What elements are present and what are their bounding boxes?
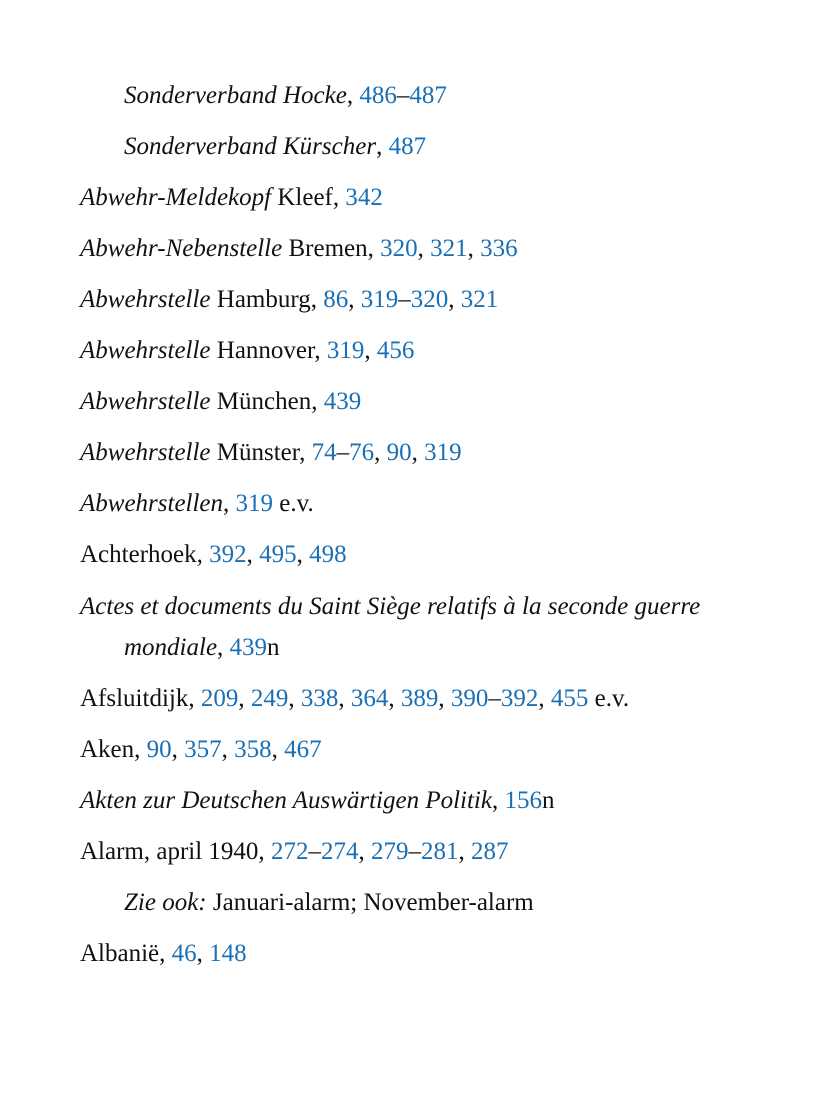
index-entry <box>80 178 780 218</box>
page-link[interactable]: 456 <box>376 337 415 364</box>
page-link[interactable]: 274 <box>320 838 359 865</box>
index-text: München, <box>210 388 324 415</box>
page-link[interactable]: 156 <box>504 787 542 814</box>
index-term: Abwehrstelle <box>80 286 211 313</box>
index-text: , <box>171 736 185 763</box>
page-link[interactable]: 439 <box>323 388 362 415</box>
page-link[interactable]: 364 <box>350 685 389 712</box>
index-text: Münster, <box>210 439 312 466</box>
page-link[interactable]: 321 <box>460 286 499 313</box>
index-text: – <box>308 838 321 865</box>
index-text: Achterhoek, <box>80 541 210 568</box>
page-link[interactable]: 467 <box>284 736 322 763</box>
index-entry <box>80 280 780 320</box>
index-text: Afsluitdijk, <box>80 685 201 712</box>
page-link[interactable]: 76 <box>349 439 375 466</box>
page-link[interactable]: 46 <box>171 940 197 967</box>
index-text: , <box>348 286 361 313</box>
page-link[interactable]: 321 <box>430 235 468 262</box>
index-entry <box>80 229 780 269</box>
page-link[interactable]: 319 <box>360 286 399 313</box>
index-term: Abwehrstelle <box>80 337 211 364</box>
page-link[interactable]: 336 <box>480 235 518 262</box>
page-link[interactable]: 342 <box>345 184 383 211</box>
index-text: Hannover, <box>210 337 327 364</box>
index-text: , <box>538 685 551 712</box>
index-text: , <box>271 736 285 763</box>
index-text: , <box>438 685 451 712</box>
index-text: , <box>364 337 377 364</box>
page-link[interactable]: 487 <box>388 133 427 160</box>
index-text: , <box>374 439 387 466</box>
index-text: , <box>221 736 235 763</box>
index-term: Abwehr-Nebenstelle <box>80 235 283 262</box>
page-link[interactable]: 392 <box>209 541 247 568</box>
index-text: , <box>296 541 310 568</box>
index-text: – <box>408 838 421 865</box>
page-link[interactable]: 209 <box>200 685 239 712</box>
page-link[interactable]: 320 <box>380 235 418 262</box>
page-link[interactable]: 358 <box>234 736 272 763</box>
index-text: Albanië, <box>80 940 172 967</box>
index-text: Bremen, <box>282 235 381 262</box>
index-text: Alarm, april 1940, <box>80 838 271 865</box>
index-term: Abwehrstellen <box>80 490 224 517</box>
index-text: e.v. <box>588 685 630 712</box>
index-text: , <box>411 439 425 466</box>
index-entry <box>80 382 780 422</box>
index-text: – <box>336 439 350 466</box>
index-term: Sonderverband Kürscher <box>124 133 377 160</box>
page-link[interactable]: 357 <box>184 736 222 763</box>
index-term: Abwehrstelle <box>80 388 211 415</box>
page-link[interactable]: 90 <box>146 736 172 763</box>
page-link[interactable]: 338 <box>300 685 339 712</box>
page-link[interactable]: 455 <box>550 685 589 712</box>
index-text: , <box>346 82 360 109</box>
index-text: , <box>288 685 301 712</box>
index-text: , <box>217 634 230 661</box>
index-text: , <box>238 685 251 712</box>
page-link[interactable]: 319 <box>326 337 365 364</box>
index-text: , <box>246 541 260 568</box>
index-entry <box>80 331 780 371</box>
page-link[interactable]: 390 <box>450 685 489 712</box>
page-link[interactable]: 249 <box>250 685 289 712</box>
index-text: Januari-alarm; November-alarm <box>206 889 534 916</box>
index-term: Abwehrstelle <box>80 439 211 466</box>
page-link[interactable]: 439 <box>229 634 268 661</box>
index-text: , <box>388 685 401 712</box>
index-text: , <box>358 838 371 865</box>
page-link[interactable]: 495 <box>259 541 297 568</box>
index-text: , <box>448 286 461 313</box>
index-text: , <box>458 838 471 865</box>
index-text: n <box>267 634 280 661</box>
index-text: – <box>488 685 501 712</box>
page-link[interactable]: 74 <box>311 439 337 466</box>
page-link[interactable]: 319 <box>424 439 462 466</box>
page-link[interactable]: 498 <box>309 541 347 568</box>
index-entry <box>80 832 780 872</box>
index-term: Sonderverband Hocke <box>124 82 347 109</box>
index-entry <box>80 484 780 524</box>
page-link[interactable]: 272 <box>270 838 309 865</box>
index-text: – <box>396 82 410 109</box>
page-link[interactable]: 392 <box>500 685 539 712</box>
page-link[interactable]: 281 <box>420 838 459 865</box>
index-text: , <box>338 685 351 712</box>
page-link[interactable]: 319 <box>235 490 274 517</box>
index-entry <box>80 679 780 719</box>
index-text: , <box>467 235 481 262</box>
index-subentry <box>80 76 780 116</box>
page-link[interactable]: 287 <box>470 838 509 865</box>
page-link[interactable]: 90 <box>386 439 412 466</box>
index-subentry <box>80 883 780 923</box>
index-entry <box>80 535 780 575</box>
index-text: Hamburg, <box>210 286 324 313</box>
index-entry <box>80 586 780 668</box>
index-text: e.v. <box>273 490 314 517</box>
index-text: n <box>541 787 555 814</box>
index-text: , <box>196 940 210 967</box>
index-text: – <box>398 286 411 313</box>
index-subentry <box>80 127 780 167</box>
index-text: Kleef, <box>271 184 346 211</box>
index-term: Zie ook: <box>124 889 207 916</box>
index-text: , <box>223 490 236 517</box>
index-text: , <box>491 787 505 814</box>
page-link[interactable]: 86 <box>323 286 349 313</box>
index-text: , <box>376 133 389 160</box>
index-term: Abwehr-Meldekopf <box>80 184 272 211</box>
index-entry <box>80 934 780 974</box>
index-text: Aken, <box>80 736 147 763</box>
index-text: , <box>417 235 431 262</box>
index-entry <box>80 730 780 770</box>
index-list <box>80 76 780 985</box>
page-link[interactable]: 486 <box>359 82 397 109</box>
index-entry <box>80 433 780 473</box>
page-link[interactable]: 320 <box>410 286 449 313</box>
index-term: Actes et documents du Saint Siège relatifs à la seconde guerre mondiale <box>80 593 701 661</box>
page-link[interactable]: 279 <box>370 838 409 865</box>
index-term: Akten zur Deutschen Auswärtigen Politik <box>80 787 492 814</box>
page-link[interactable]: 389 <box>400 685 439 712</box>
index-entry <box>80 781 780 821</box>
page-link[interactable]: 487 <box>409 82 447 109</box>
page-link[interactable]: 148 <box>209 940 247 967</box>
